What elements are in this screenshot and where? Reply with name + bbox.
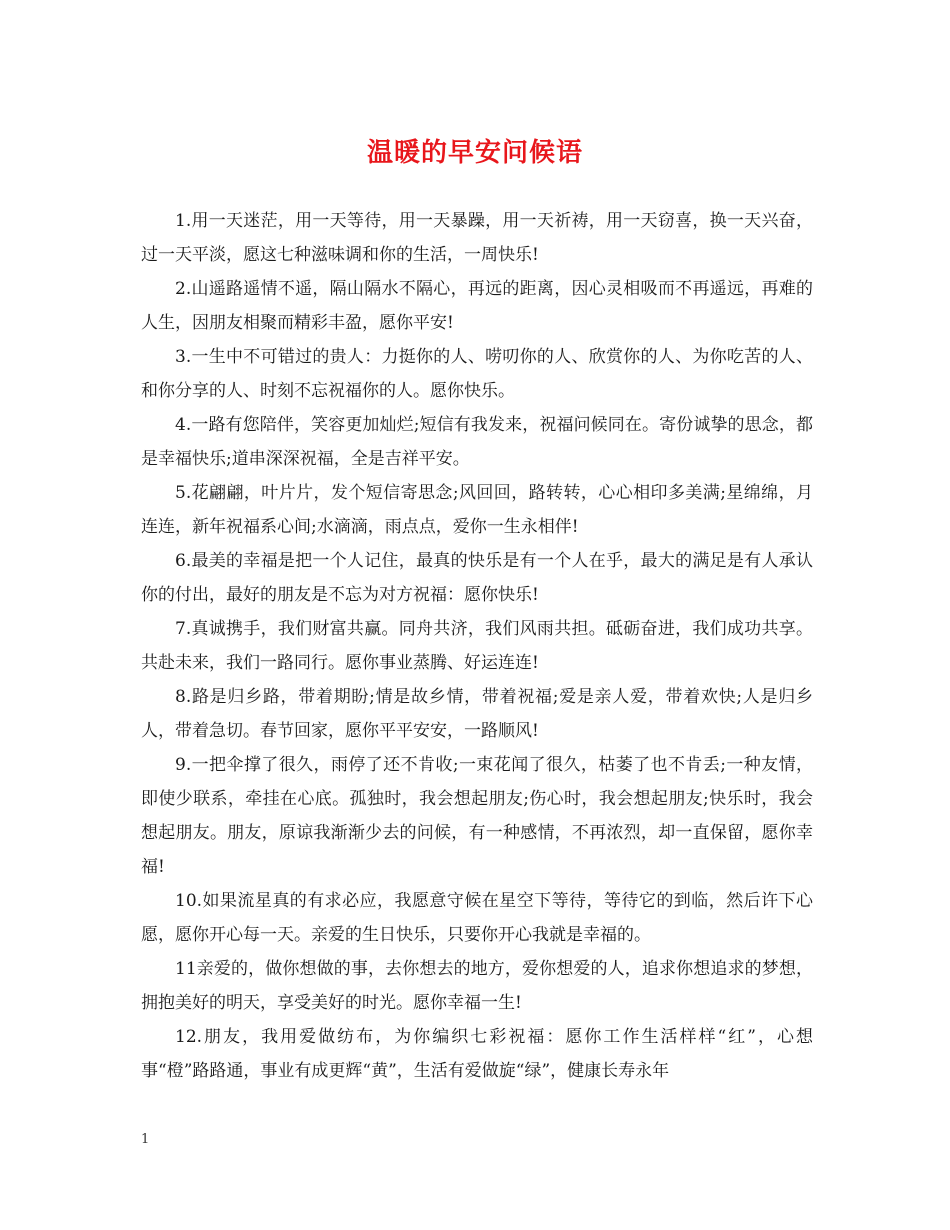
paragraph-12: 12.朋友，我用爱做纺布，为你编织七彩祝福：愿你工作生活样样“红”，心想事“橙”路路通，事业有成更辉“黄”，生活有爱做旋“绿”，健康长寿永年: [141, 1027, 813, 1081]
paragraph-4: 4.一路有您陪伴，笑容更加灿烂;短信有我发来，祝福问候同在。寄份诚挚的思念，都是幸福快乐;道串深深祝福，全是吉祥平安。: [141, 415, 813, 469]
paragraph-9: 9.一把伞撑了很久，雨停了还不肯收;一束花闻了很久，枯萎了也不肯丢;一种友情，即使少联系，牵挂在心底。孤独时，我会想起朋友;伤心时，我会想起朋友;快乐时，我会想起朋友。朋友，原谅我渐渐少去的问候，有一种感情，不再浓烈，却一直保留，愿你幸福!: [141, 755, 813, 877]
paragraph-8: 8.路是归乡路，带着期盼;情是故乡情，带着祝福;爱是亲人爱，带着欢快;人是归乡人，带着急切。春节回家，愿你平平安安，一路顺风!: [141, 687, 813, 741]
paragraph-1: 1.用一天迷茫，用一天等待，用一天暴躁，用一天祈祷，用一天窃喜，换一天兴奋，过一天平淡，愿这七种滋味调和你的生活，一周快乐!: [141, 211, 813, 265]
paragraph-10: 10.如果流星真的有求必应，我愿意守候在星空下等待，等待它的到临，然后许下心愿，愿你开心每一天。亲爱的生日快乐，只要你开心我就是幸福的。: [141, 891, 813, 945]
paragraph-5: 5.花翩翩，叶片片，发个短信寄思念;风回回，路转转，心心相印多美满;星绵绵，月连连，新年祝福系心间;水滴滴，雨点点，爱你一生永相伴!: [141, 483, 813, 537]
paragraph-3: 3.一生中不可错过的贵人：力挺你的人、唠叨你的人、欣赏你的人、为你吃苦的人、和你分享的人、时刻不忘祝福你的人。愿你快乐。: [141, 347, 813, 401]
paragraph-11: 11亲爱的，做你想做的事，去你想去的地方，爱你想爱的人，追求你想追求的梦想，拥抱美好的明天，享受美好的时光。愿你幸福一生!: [141, 959, 813, 1013]
document-body: [141, 204, 813, 1088]
paragraph-6: 6.最美的幸福是把一个人记住，最真的快乐是有一个人在乎，最大的满足是有人承认你的付出，最好的朋友是不忘为对方祝福：愿你快乐!: [141, 551, 813, 605]
page-number: 1: [141, 1132, 150, 1147]
paragraph-2: 2.山遥路遥情不遥，隔山隔水不隔心，再远的距离，因心灵相吸而不再遥远，再难的人生，因朋友相聚而精彩丰盈，愿你平安!: [141, 279, 813, 333]
document-title: 温暖的早安问候语: [366, 138, 583, 168]
paragraph-7: 7.真诚携手，我们财富共赢。同舟共济，我们风雨共担。砥砺奋进，我们成功共享。共赴未来，我们一路同行。愿你事业蒸腾、好运连连!: [141, 619, 813, 673]
